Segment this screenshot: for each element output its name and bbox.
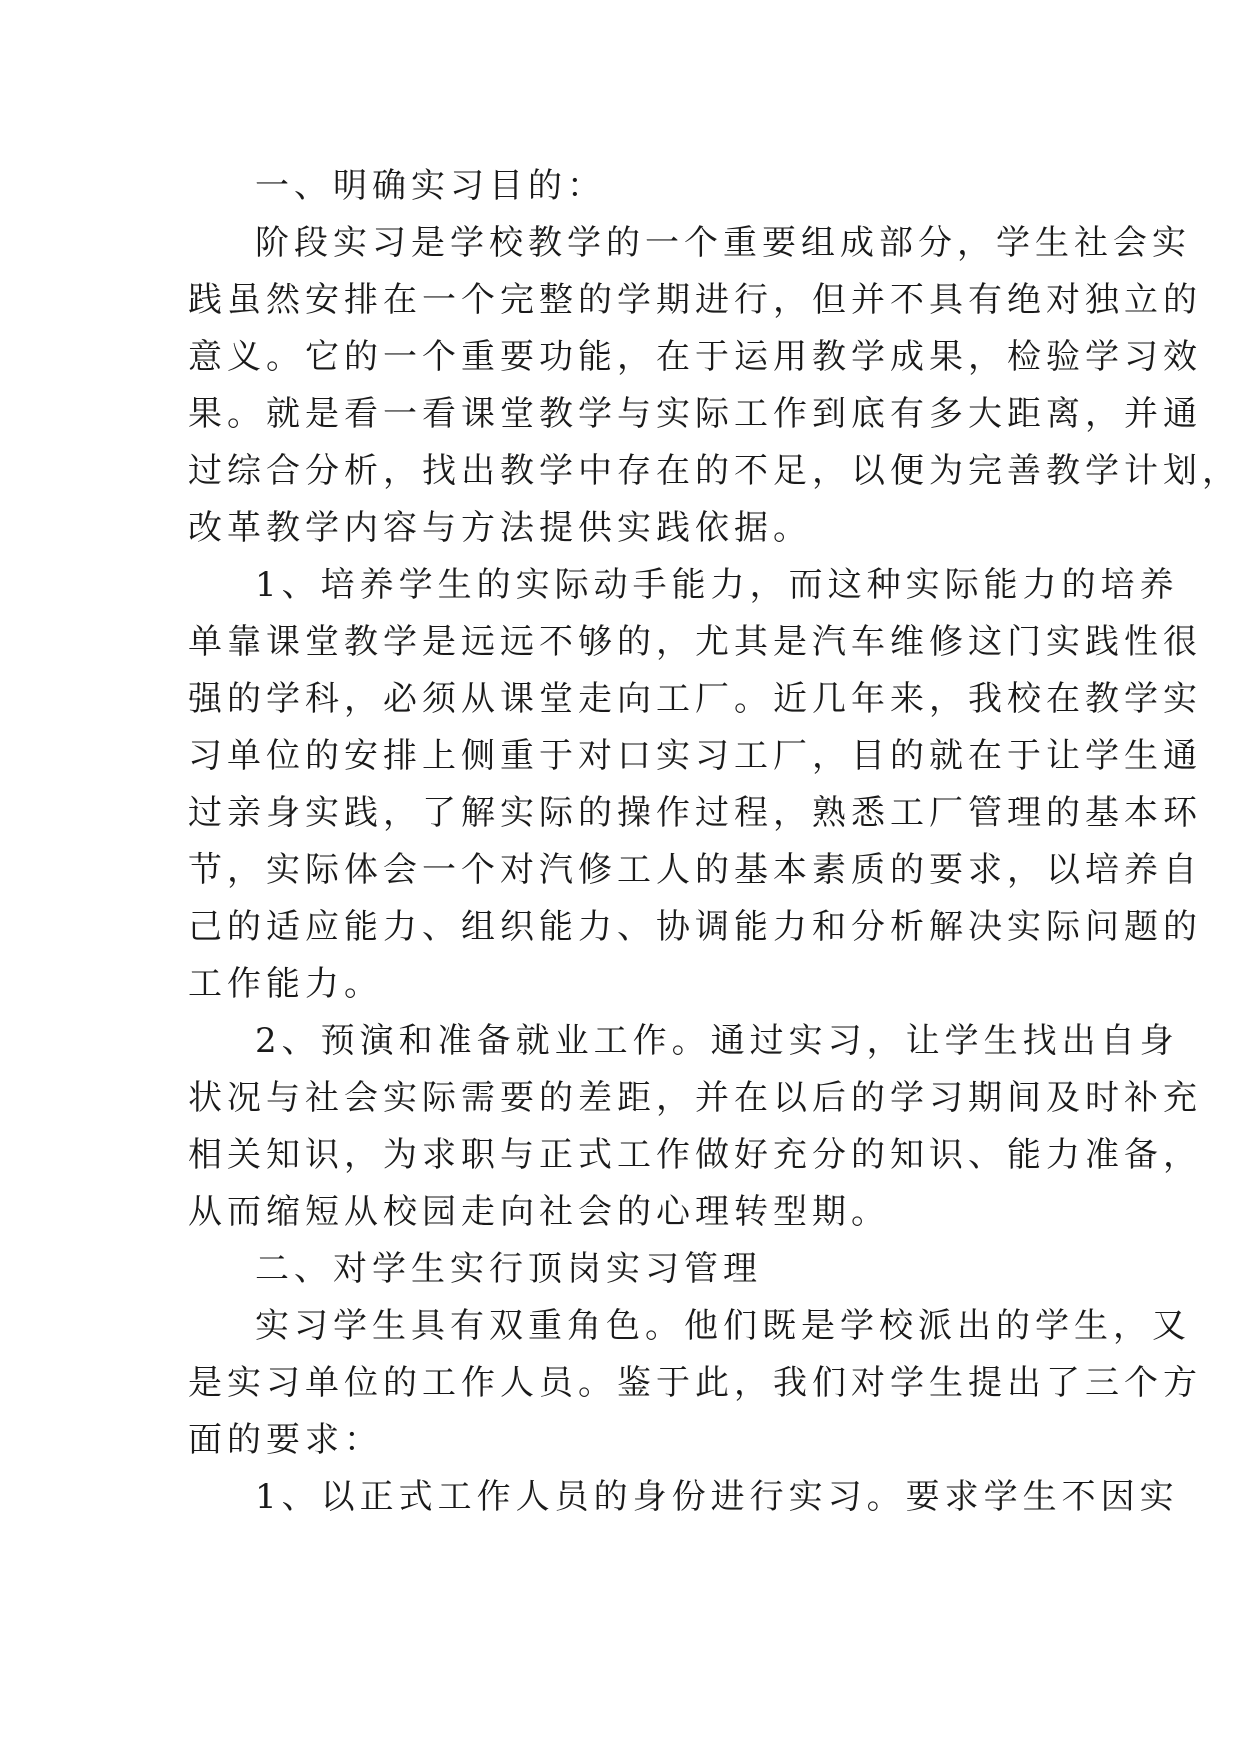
- text-line: 改革教学内容与方法提供实践依据。: [188, 508, 812, 548]
- text-line: 果。就是看一看课堂教学与实际工作到底有多大距离，并通: [188, 394, 1202, 434]
- text-line: 意义。它的一个重要功能，在于运用教学成果，检验学习效: [188, 337, 1202, 377]
- text-line: 面的要求：: [188, 1420, 383, 1460]
- text-line: 相关知识，为求职与正式工作做好充分的知识、能力准备，: [188, 1135, 1202, 1175]
- text-line: 1、培养学生的实际动手能力，而这种实际能力的培养: [255, 565, 1179, 605]
- text-line: 1、以正式工作人员的身份进行实习。要求学生不因实: [255, 1477, 1179, 1517]
- text-line: 节，实际体会一个对汽修工人的基本素质的要求，以培养自: [188, 850, 1202, 890]
- text-line: 工作能力。: [188, 964, 383, 1004]
- text-line: 从而缩短从校园走向社会的心理转型期。: [188, 1192, 890, 1232]
- text-line: 践虽然安排在一个完整的学期进行，但并不具有绝对独立的: [188, 280, 1202, 320]
- text-line: 强的学科，必须从课堂走向工厂。近几年来，我校在教学实: [188, 679, 1202, 719]
- text-line: 过亲身实践，了解实际的操作过程，熟悉工厂管理的基本环: [188, 793, 1202, 833]
- text-line: 单靠课堂教学是远远不够的，尤其是汽车维修这门实践性很: [188, 622, 1202, 662]
- text-line: 二、对学生实行顶岗实习管理: [255, 1249, 762, 1289]
- text-line: 己的适应能力、组织能力、协调能力和分析解决实际问题的: [188, 907, 1202, 947]
- document-body: [188, 158, 1241, 1526]
- text-line: 状况与社会实际需要的差距，并在以后的学习期间及时补充: [188, 1078, 1202, 1118]
- text-line: 过综合分析，找出教学中存在的不足，以便为完善教学计划，: [188, 451, 1241, 491]
- text-line: 实习学生具有双重角色。他们既是学校派出的学生，又: [255, 1306, 1191, 1346]
- text-line: 一、明确实习目的：: [255, 166, 606, 206]
- text-line: 2、预演和准备就业工作。通过实习，让学生找出自身: [255, 1021, 1179, 1061]
- text-line: 阶段实习是学校教学的一个重要组成部分，学生社会实: [255, 223, 1191, 263]
- text-line: 是实习单位的工作人员。鉴于此，我们对学生提出了三个方: [188, 1363, 1202, 1403]
- text-line: 习单位的安排上侧重于对口实习工厂，目的就在于让学生通: [188, 736, 1202, 776]
